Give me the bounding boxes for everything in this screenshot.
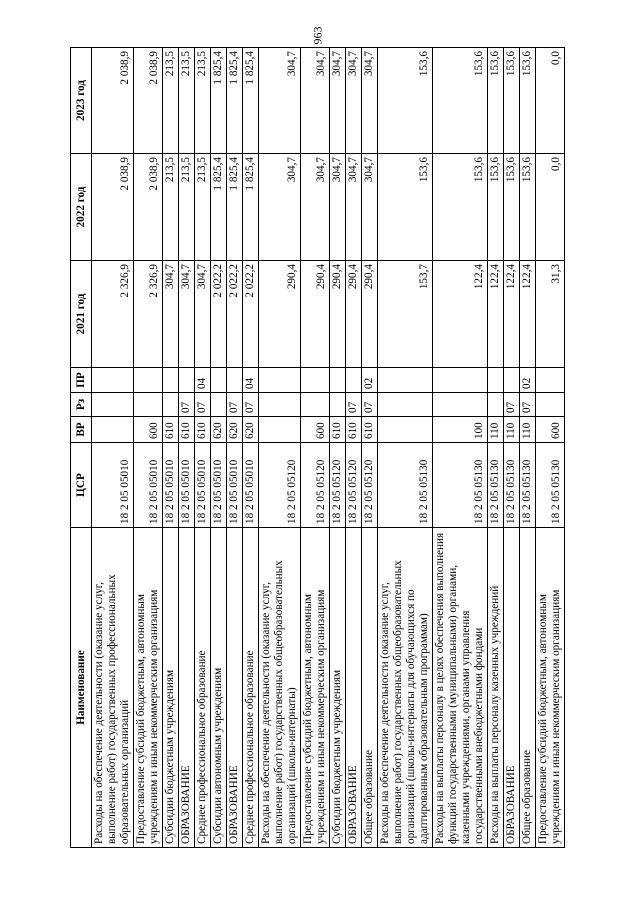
cell-name: ОБРАЗОВАНИЕ bbox=[346, 528, 362, 848]
header-rz: Рз bbox=[71, 393, 92, 417]
cell-2022: 153,6 bbox=[520, 154, 536, 261]
cell-2022: 213,5 bbox=[163, 154, 179, 261]
cell-2022: 153,6 bbox=[433, 154, 488, 261]
cell-2022: 304,7 bbox=[346, 154, 362, 261]
cell-2023: 153,6 bbox=[504, 48, 520, 154]
cell-2021: 290,4 bbox=[330, 261, 346, 368]
cell-pr bbox=[330, 368, 346, 393]
cell-csr: 18 2 05 05010 bbox=[134, 443, 163, 528]
cell-csr: 18 2 05 05010 bbox=[227, 443, 243, 528]
cell-2022: 2 038,9 bbox=[134, 154, 163, 261]
cell-2023: 1 825,4 bbox=[211, 48, 227, 154]
cell-vr: 620 bbox=[211, 417, 227, 443]
cell-2023: 1 825,4 bbox=[243, 48, 259, 154]
table-row bbox=[92, 48, 134, 848]
cell-2022: 213,5 bbox=[179, 154, 195, 261]
cell-2023: 304,7 bbox=[301, 48, 330, 154]
cell-rz bbox=[259, 393, 301, 417]
cell-rz: 07 bbox=[504, 393, 520, 417]
table-row bbox=[504, 48, 520, 848]
cell-name: ОБРАЗОВАНИЕ bbox=[227, 528, 243, 848]
cell-2021: 2 326,9 bbox=[92, 261, 134, 368]
cell-vr: 600 bbox=[536, 417, 565, 443]
table-row bbox=[520, 48, 536, 848]
cell-2021: 2 326,9 bbox=[134, 261, 163, 368]
table-body bbox=[92, 48, 565, 848]
cell-name: Предоставление субсидий бюджетным, автономным учреждениям и иным некоммерческим организациям bbox=[134, 528, 163, 848]
cell-rz: 07 bbox=[195, 393, 211, 417]
cell-pr: 04 bbox=[195, 368, 211, 393]
cell-2021: 31,3 bbox=[536, 261, 565, 368]
table-row bbox=[536, 48, 565, 848]
cell-2021: 2 022,2 bbox=[211, 261, 227, 368]
table-row bbox=[346, 48, 362, 848]
cell-pr bbox=[179, 368, 195, 393]
header-2022: 2022 год bbox=[71, 154, 92, 261]
header-2023: 2023 год bbox=[71, 48, 92, 154]
table-row bbox=[330, 48, 346, 848]
cell-rz: 07 bbox=[362, 393, 378, 417]
table-row bbox=[134, 48, 163, 848]
header-2021: 2021 год bbox=[71, 261, 92, 368]
cell-csr: 18 2 05 05120 bbox=[330, 443, 346, 528]
cell-2023: 0,0 bbox=[536, 48, 565, 154]
table-row bbox=[488, 48, 504, 848]
cell-2023: 153,6 bbox=[520, 48, 536, 154]
cell-vr: 610 bbox=[195, 417, 211, 443]
cell-pr bbox=[163, 368, 179, 393]
table-row bbox=[163, 48, 179, 848]
cell-pr bbox=[227, 368, 243, 393]
table-row bbox=[179, 48, 195, 848]
cell-vr bbox=[259, 417, 301, 443]
cell-2022: 153,6 bbox=[504, 154, 520, 261]
cell-2023: 153,6 bbox=[433, 48, 488, 154]
cell-vr: 110 bbox=[520, 417, 536, 443]
cell-name: Расходы на выплаты персоналу в целях обеспечения выполнения функций государственными (муниципальными) органами, казенными учреждениями, органами управления государственными внебюджетными фондами bbox=[433, 528, 488, 848]
cell-vr: 610 bbox=[362, 417, 378, 443]
cell-2023: 2 038,9 bbox=[134, 48, 163, 154]
cell-vr: 600 bbox=[134, 417, 163, 443]
cell-vr bbox=[378, 417, 433, 443]
cell-pr bbox=[134, 368, 163, 393]
cell-pr bbox=[259, 368, 301, 393]
header-vr: ВР bbox=[71, 417, 92, 443]
cell-2023: 213,5 bbox=[179, 48, 195, 154]
cell-csr: 18 2 05 05130 bbox=[488, 443, 504, 528]
header-name: Наименование bbox=[71, 528, 92, 848]
cell-rz: 07 bbox=[227, 393, 243, 417]
cell-csr: 18 2 05 05120 bbox=[259, 443, 301, 528]
cell-vr: 610 bbox=[179, 417, 195, 443]
cell-name: Среднее профессиональное образование bbox=[243, 528, 259, 848]
cell-name: Субсидии бюджетным учреждениям bbox=[330, 528, 346, 848]
table-row bbox=[243, 48, 259, 848]
cell-2021: 2 022,2 bbox=[227, 261, 243, 368]
cell-rz: 07 bbox=[346, 393, 362, 417]
cell-rz bbox=[378, 393, 433, 417]
cell-rz: 07 bbox=[179, 393, 195, 417]
cell-2021: 290,4 bbox=[259, 261, 301, 368]
cell-vr: 110 bbox=[488, 417, 504, 443]
cell-csr: 18 2 05 05010 bbox=[92, 443, 134, 528]
cell-vr: 610 bbox=[346, 417, 362, 443]
budget-table bbox=[70, 47, 565, 848]
cell-2022: 2 038,9 bbox=[92, 154, 134, 261]
cell-2023: 153,6 bbox=[378, 48, 433, 154]
cell-pr bbox=[301, 368, 330, 393]
cell-2023: 213,5 bbox=[195, 48, 211, 154]
cell-2021: 122,4 bbox=[520, 261, 536, 368]
cell-2023: 1 825,4 bbox=[227, 48, 243, 154]
cell-2022: 1 825,4 bbox=[227, 154, 243, 261]
cell-2021: 153,7 bbox=[378, 261, 433, 368]
cell-2021: 2 022,2 bbox=[243, 261, 259, 368]
cell-csr: 18 2 05 05130 bbox=[520, 443, 536, 528]
cell-2023: 153,6 bbox=[488, 48, 504, 154]
cell-name: Общее образование bbox=[520, 528, 536, 848]
cell-name: Расходы на обеспечение деятельности (оказание услуг, выполнение работ) государственных общеобразовательных организаций (школы-интернаты для обучающихся по адаптированным образовательным программам) bbox=[378, 528, 433, 848]
cell-2022: 153,6 bbox=[488, 154, 504, 261]
cell-2023: 2 038,9 bbox=[92, 48, 134, 154]
cell-vr: 600 bbox=[301, 417, 330, 443]
header-csr: ЦСР bbox=[71, 443, 92, 528]
cell-name: Расходы на обеспечение деятельности (оказание услуг, выполнение работ) государственных профессиональных образовательных организаций bbox=[92, 528, 134, 848]
cell-pr bbox=[433, 368, 488, 393]
header-pr: ПР bbox=[71, 368, 92, 393]
cell-2023: 304,7 bbox=[362, 48, 378, 154]
cell-pr bbox=[92, 368, 134, 393]
cell-vr: 620 bbox=[243, 417, 259, 443]
cell-2021: 304,7 bbox=[179, 261, 195, 368]
cell-2022: 304,7 bbox=[301, 154, 330, 261]
cell-rz bbox=[433, 393, 488, 417]
cell-pr bbox=[211, 368, 227, 393]
cell-2021: 290,4 bbox=[362, 261, 378, 368]
cell-csr: 18 2 05 05120 bbox=[301, 443, 330, 528]
cell-csr: 18 2 05 05010 bbox=[195, 443, 211, 528]
table-row bbox=[378, 48, 433, 848]
cell-2021: 304,7 bbox=[195, 261, 211, 368]
cell-rz bbox=[134, 393, 163, 417]
cell-csr: 18 2 05 05010 bbox=[243, 443, 259, 528]
cell-2021: 122,4 bbox=[488, 261, 504, 368]
cell-rz bbox=[536, 393, 565, 417]
cell-2023: 213,5 bbox=[163, 48, 179, 154]
cell-name: Расходы на выплаты персоналу казенных учреждений bbox=[488, 528, 504, 848]
cell-rz: 07 bbox=[243, 393, 259, 417]
cell-name: Субсидии автономным учреждениям bbox=[211, 528, 227, 848]
table-row bbox=[362, 48, 378, 848]
cell-csr: 18 2 05 05010 bbox=[163, 443, 179, 528]
cell-2022: 213,5 bbox=[195, 154, 211, 261]
cell-csr: 18 2 05 05130 bbox=[504, 443, 520, 528]
cell-2021: 122,4 bbox=[504, 261, 520, 368]
cell-2021: 304,7 bbox=[163, 261, 179, 368]
cell-2022: 304,7 bbox=[259, 154, 301, 261]
cell-rz bbox=[488, 393, 504, 417]
cell-pr bbox=[536, 368, 565, 393]
cell-2023: 304,7 bbox=[330, 48, 346, 154]
cell-csr: 18 2 05 05120 bbox=[362, 443, 378, 528]
cell-vr: 610 bbox=[330, 417, 346, 443]
table-row bbox=[227, 48, 243, 848]
cell-pr: 02 bbox=[520, 368, 536, 393]
cell-2021: 122,4 bbox=[433, 261, 488, 368]
cell-2022: 304,7 bbox=[362, 154, 378, 261]
cell-2022: 153,6 bbox=[378, 154, 433, 261]
cell-pr: 02 bbox=[362, 368, 378, 393]
cell-pr: 04 bbox=[243, 368, 259, 393]
cell-2022: 304,7 bbox=[330, 154, 346, 261]
cell-2022: 0,0 bbox=[536, 154, 565, 261]
cell-csr: 18 2 05 05010 bbox=[211, 443, 227, 528]
cell-name: Субсидии бюджетным учреждениям bbox=[163, 528, 179, 848]
cell-2023: 304,7 bbox=[259, 48, 301, 154]
cell-name: Среднее профессиональное образование bbox=[195, 528, 211, 848]
table-row bbox=[301, 48, 330, 848]
cell-2022: 1 825,4 bbox=[211, 154, 227, 261]
cell-name: Расходы на обеспечение деятельности (оказание услуг, выполнение работ) государственных общеобразовательных организаций (школы-интернаты) bbox=[259, 528, 301, 848]
table-row bbox=[195, 48, 211, 848]
table-row bbox=[211, 48, 227, 848]
cell-vr: 110 bbox=[504, 417, 520, 443]
cell-rz bbox=[163, 393, 179, 417]
table-row bbox=[259, 48, 301, 848]
cell-name: ОБРАЗОВАНИЕ bbox=[504, 528, 520, 848]
table-header-row bbox=[71, 48, 92, 848]
page-number: 963 bbox=[310, 26, 325, 45]
cell-rz bbox=[301, 393, 330, 417]
cell-csr: 18 2 05 05010 bbox=[179, 443, 195, 528]
cell-2021: 290,4 bbox=[346, 261, 362, 368]
cell-name: Предоставление субсидий бюджетным, автономным учреждениям и иным некоммерческим организациям bbox=[536, 528, 565, 848]
cell-pr bbox=[488, 368, 504, 393]
cell-name: Общее образование bbox=[362, 528, 378, 848]
cell-pr bbox=[346, 368, 362, 393]
cell-2023: 304,7 bbox=[346, 48, 362, 154]
cell-csr: 18 2 05 05120 bbox=[346, 443, 362, 528]
cell-vr: 100 bbox=[433, 417, 488, 443]
budget-table-container bbox=[70, 48, 610, 848]
cell-name: ОБРАЗОВАНИЕ bbox=[179, 528, 195, 848]
cell-vr: 610 bbox=[163, 417, 179, 443]
cell-pr bbox=[378, 368, 433, 393]
cell-csr: 18 2 05 05130 bbox=[378, 443, 433, 528]
cell-rz bbox=[330, 393, 346, 417]
cell-rz bbox=[92, 393, 134, 417]
cell-vr bbox=[92, 417, 134, 443]
cell-2021: 290,4 bbox=[301, 261, 330, 368]
cell-pr bbox=[504, 368, 520, 393]
cell-csr: 18 2 05 05130 bbox=[536, 443, 565, 528]
cell-csr: 18 2 05 05130 bbox=[433, 443, 488, 528]
cell-vr: 620 bbox=[227, 417, 243, 443]
table-row bbox=[433, 48, 488, 848]
cell-rz: 07 bbox=[520, 393, 536, 417]
cell-name: Предоставление субсидий бюджетным, автономным учреждениям и иным некоммерческим организациям bbox=[301, 528, 330, 848]
cell-rz bbox=[211, 393, 227, 417]
cell-2022: 1 825,4 bbox=[243, 154, 259, 261]
